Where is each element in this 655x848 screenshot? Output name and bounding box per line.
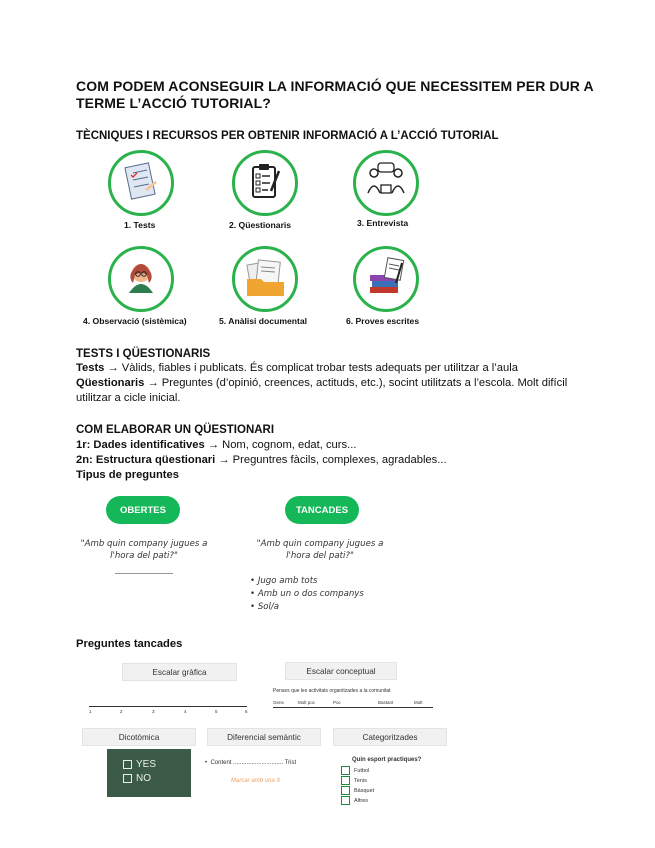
books-exam-icon <box>353 246 419 312</box>
cat-option-row <box>341 766 369 775</box>
open-questions-pill: OBERTES <box>106 496 180 524</box>
scale-number-4: 4 <box>184 709 187 714</box>
tests-term: Tests <box>76 362 105 374</box>
tests-paragraph <box>76 361 596 406</box>
checkbox-icon[interactable] <box>341 786 350 795</box>
closed-questions-pill: TANCADES <box>285 496 359 524</box>
conceptual-question: Penses que les activitats organitzades a la comunitat <box>273 688 391 694</box>
tests-text: → Vàlids, fiables i publicats. És complicat trobar tests adequats per utilitzar a l’aula <box>104 362 518 374</box>
cat-option-4: Altres <box>354 797 369 804</box>
question-types-heading: Tipus de preguntes <box>76 469 179 481</box>
technique-label-5: 5. Anàlisi documental <box>219 316 308 326</box>
step1-term: 1r: Dades identificatives <box>76 439 205 451</box>
conceptual-option-4: Bastant <box>378 700 394 705</box>
conceptual-scale-label: Escalar conceptual <box>285 662 397 680</box>
scale-number-1: 1 <box>89 709 92 714</box>
graphic-scale-line <box>89 706 247 707</box>
closed-questions-heading: Preguntes tancades <box>76 638 183 650</box>
conceptual-scale-line <box>273 707 433 708</box>
questionnaires-text: → Preguntes (d’opinió, creences, actituds, etc.), socint utilitzats a l’escola. Molt difícil utilitzar a cicle inicial. <box>76 377 568 404</box>
technique-label-4: 4. Observació (sistèmica) <box>83 316 187 326</box>
yes-option: YES <box>136 759 157 770</box>
page-title: COM PODEM ACONSEGUIR LA INFORMACIÓ QUE NECESSITEM PER DUR A TERME L’ACCIÓ TUTORIAL? <box>76 78 594 111</box>
checkbox-icon[interactable] <box>341 796 350 805</box>
tests-heading: TESTS I QÜESTIONARIS <box>76 348 211 360</box>
categorized-question: Quin esport practiques? <box>352 757 422 763</box>
semantic-row: • Content .............................. Trist <box>205 760 297 766</box>
scale-number-6: 6 <box>245 709 248 714</box>
techniques-heading: TÈCNIQUES I RECURSOS PER OBTENIR INFORMACIÓ A L’ACCIÓ TUTORIAL <box>76 130 499 142</box>
conceptual-option-1: Gens <box>273 700 284 705</box>
closed-option-2: Amb un o dos companys <box>257 589 364 599</box>
open-question-example: "Amb quin company jugues a l'hora del pati?" <box>80 539 208 561</box>
closed-option-3: Sol/a <box>257 602 280 612</box>
scale-number-2: 2 <box>120 709 123 714</box>
semantic-diff-label: Diferencial semàntic <box>207 728 321 746</box>
documents-folder-icon <box>232 246 298 312</box>
technique-label-2: 2. Qüestionaris <box>229 220 292 230</box>
checkbox-icon[interactable] <box>341 776 350 785</box>
cat-option-3: Bàsquet <box>354 787 375 794</box>
dichotomous-label: Dicotòmica <box>82 728 196 746</box>
cat-option-row <box>341 796 368 805</box>
scale-number-5: 5 <box>215 709 218 714</box>
step2-term: 2n: Estructura qüestionari <box>76 454 216 466</box>
chalkboard <box>107 749 191 797</box>
cat-option-row <box>341 786 374 795</box>
step2-text: → Preguntres fàcils, complexes, agradables... <box>215 454 447 466</box>
checklist-paper-icon <box>108 150 174 216</box>
answer-line <box>115 573 173 574</box>
elaborate-paragraph <box>76 438 596 483</box>
interview-icon <box>353 150 419 216</box>
cat-option-1: Futbol <box>354 767 370 774</box>
technique-label-1: 1. Tests <box>124 220 156 230</box>
elaborate-heading: COM ELABORAR UN QÜESTIONARI <box>76 424 275 436</box>
graphic-scale-label: Escalar gràfica <box>122 663 237 681</box>
conceptual-option-2: Molt poc <box>298 700 316 705</box>
cat-option-2: Tenis <box>354 777 367 784</box>
scale-number-3: 3 <box>152 709 155 714</box>
yes-checkbox-icon <box>123 760 132 769</box>
semantic-right: Trist <box>284 760 297 766</box>
questionnaires-term: Qüestionaris <box>76 377 145 389</box>
no-checkbox-icon <box>123 774 132 783</box>
closed-question-example: "Amb quin company jugues a l'hora del pati?" <box>256 539 384 561</box>
step1-text: → Nom, cognom, edat, curs... <box>204 439 357 451</box>
conceptual-option-3: Poc <box>333 700 341 705</box>
technique-label-3: 3. Entrevista <box>357 218 409 228</box>
closed-option-1: Jugo amb tots <box>257 576 318 586</box>
categorized-label: Categoritzades <box>333 728 447 746</box>
cat-option-row <box>341 776 367 785</box>
technique-label-6: 6. Proves escrites <box>346 316 420 326</box>
checkbox-icon[interactable] <box>341 766 350 775</box>
semantic-left: Content <box>210 760 232 766</box>
observer-icon <box>108 246 174 312</box>
closed-options-list: • Jugo amb tots • Amb un o dos companys • Sol/a <box>250 576 364 612</box>
no-option: NO <box>136 773 151 784</box>
clipboard-icon <box>232 150 298 216</box>
conceptual-option-5: Molt <box>414 700 423 705</box>
semantic-hint: Marcar amb una X <box>231 778 281 784</box>
